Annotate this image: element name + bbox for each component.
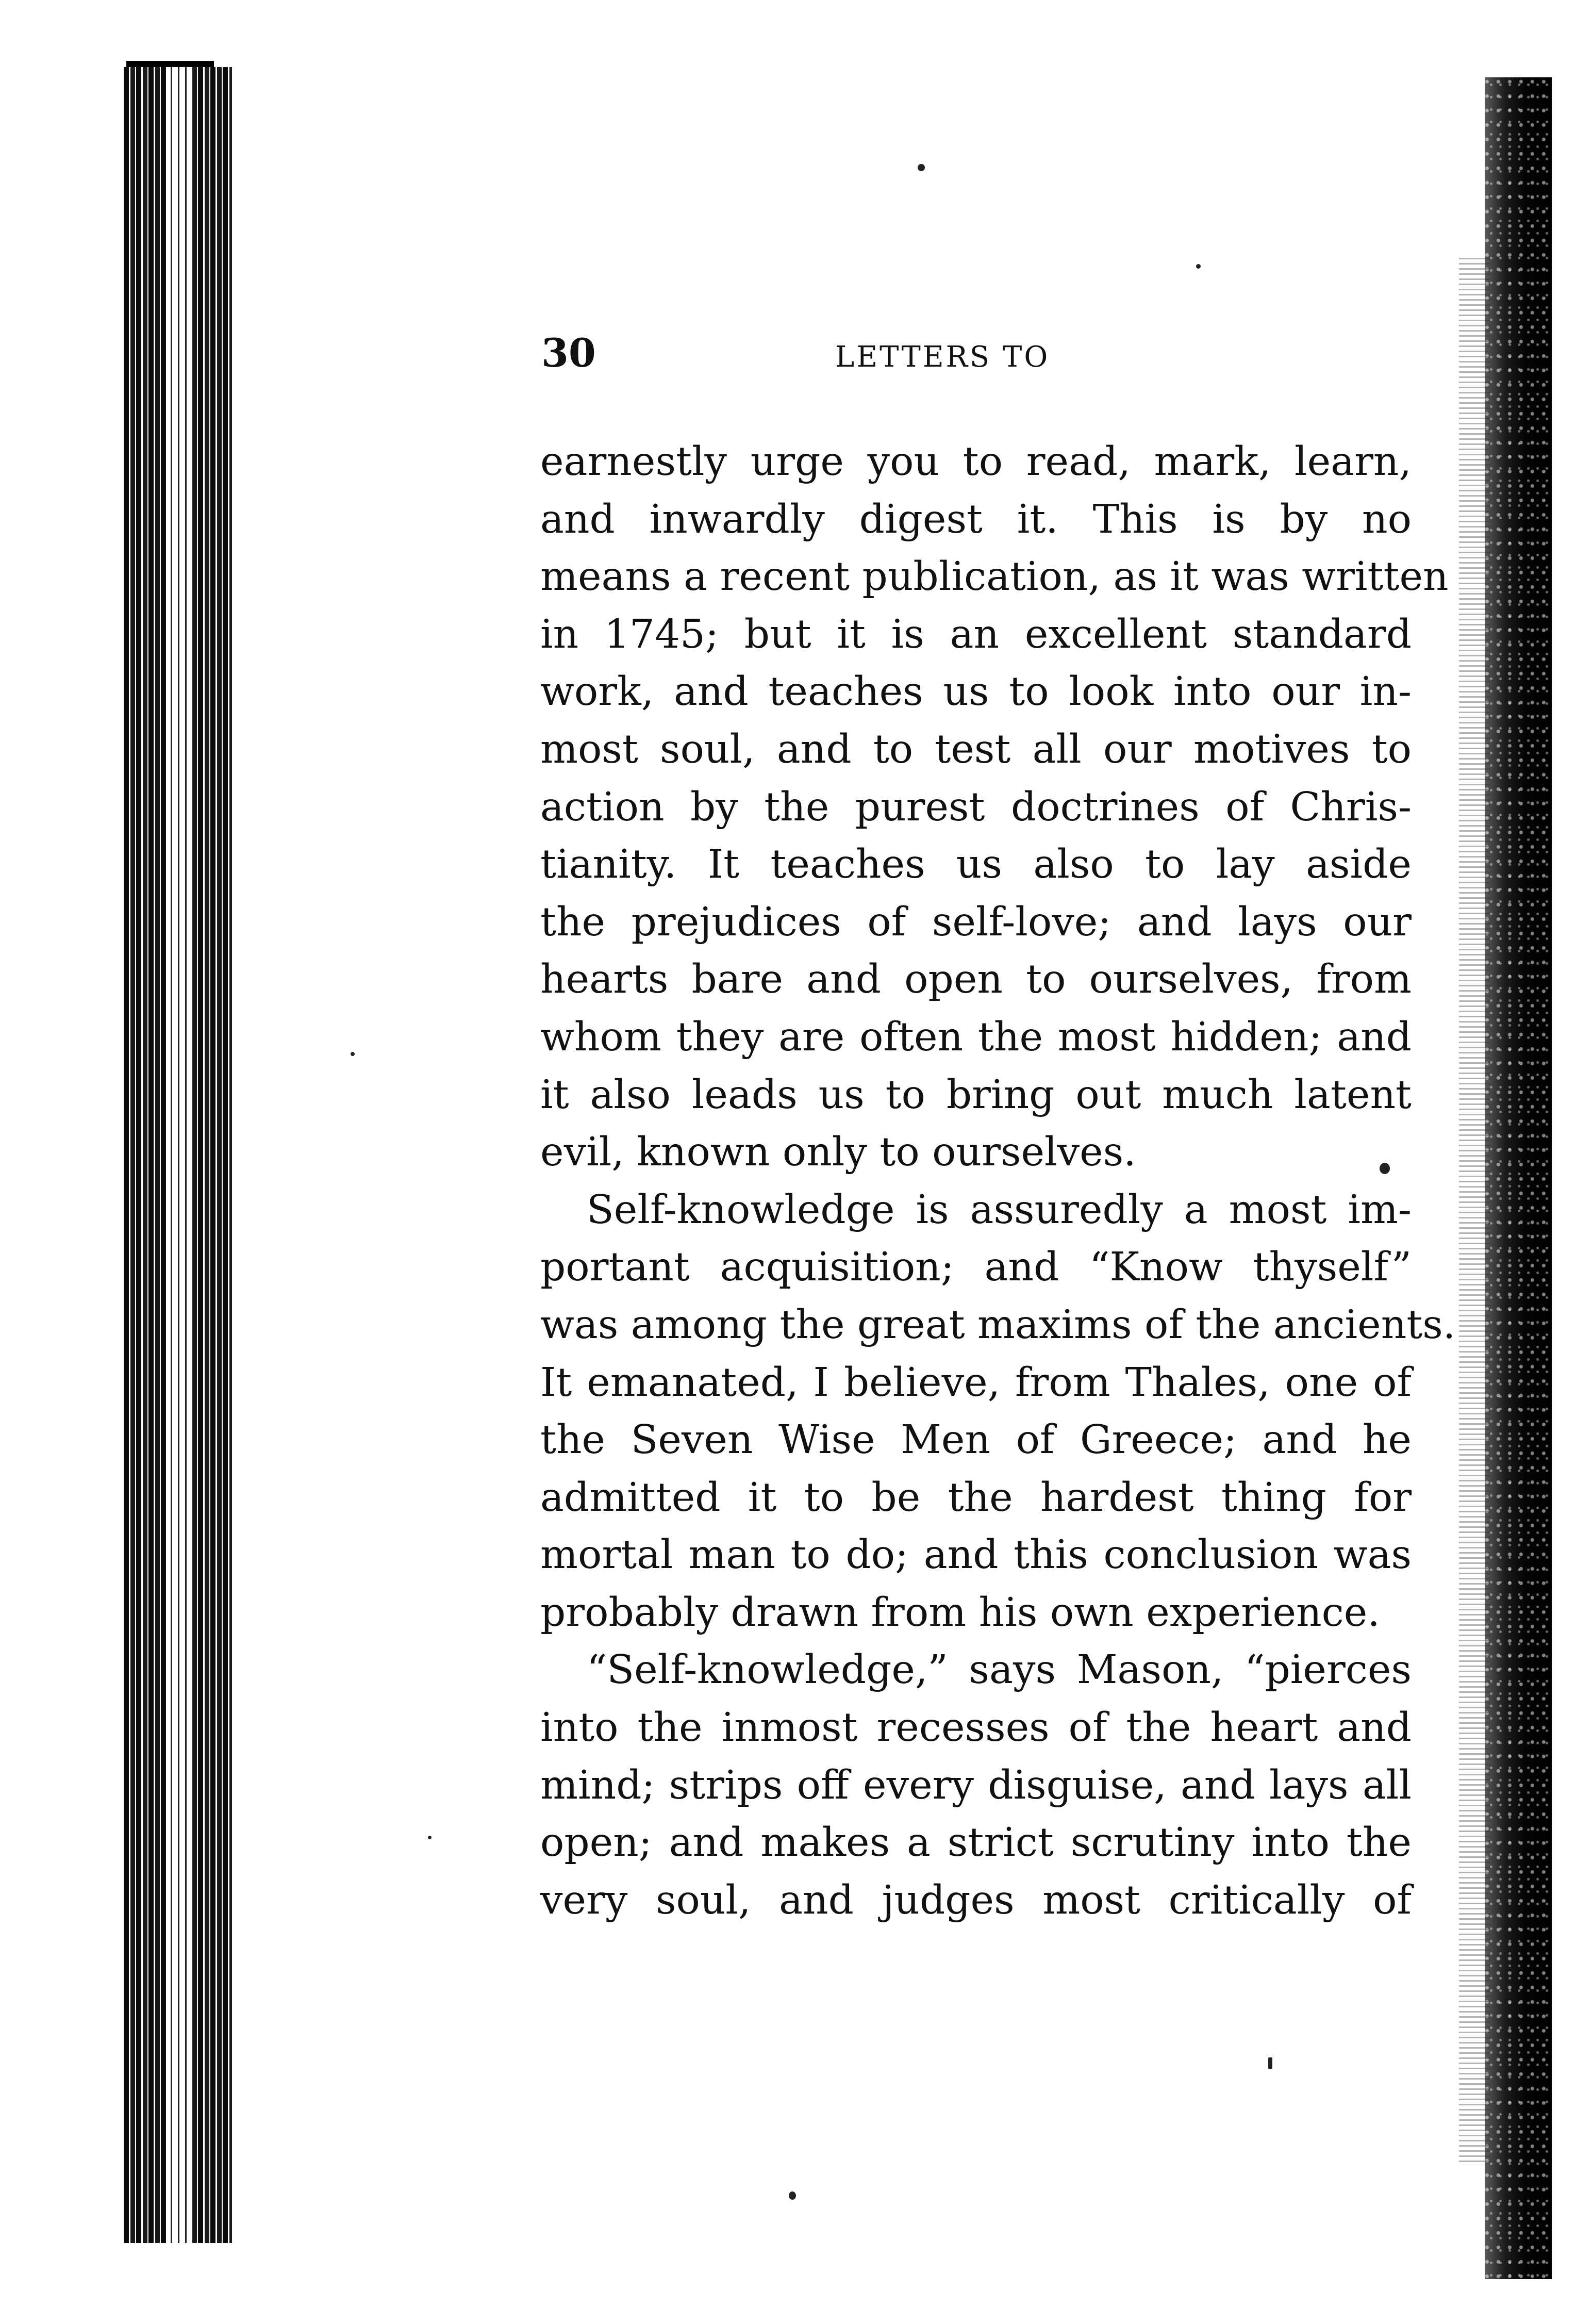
text-line: means a recent publication, as it was written (540, 554, 1449, 600)
scan-speck (1268, 2057, 1272, 2069)
text-line: hearts bare and open to ourselves, from (540, 957, 1412, 1003)
scan-speck (351, 1052, 355, 1056)
text-line: action by the purest doctrines of Chris- (540, 784, 1412, 830)
text-line: probably drawn from his own experience. (540, 1589, 1380, 1636)
text-line: the prejudices of self-love; and lays our (540, 899, 1412, 945)
text-line: very soul, and judges most critically of (540, 1877, 1412, 1923)
page-number: 30 (541, 330, 596, 376)
text-line: into the inmost recesses of the heart and (540, 1705, 1412, 1751)
text-line: It emanated, I believe, from Thales, one of (540, 1359, 1412, 1406)
body-text (540, 433, 1456, 1929)
scan-speck (1380, 1163, 1390, 1174)
scan-speck (1196, 264, 1201, 269)
scanned-binding-gutter (168, 67, 193, 2243)
running-head: LETTERS TO (835, 340, 1050, 374)
text-line: tianity. It teaches us also to lay aside (540, 842, 1412, 888)
scan-speck (918, 164, 925, 171)
scan-speck (789, 2191, 796, 2200)
text-line: mortal man to do; and this conclusion was (540, 1532, 1412, 1578)
text-line: the Seven Wise Men of Greece; and he (540, 1417, 1412, 1463)
text-line: work, and teaches us to look into our in- (540, 669, 1412, 715)
text-line: it also leads us to bring out much latent (540, 1072, 1412, 1118)
text-line: in 1745; but it is an excellent standard (540, 611, 1412, 657)
text-line: was among the great maxims of the ancients. (540, 1301, 1456, 1348)
scan-speck (428, 1836, 432, 1839)
text-line: and inwardly digest it. This is by no (540, 496, 1412, 542)
text-line: earnestly urge you to read, mark, learn, (540, 439, 1412, 485)
text-line: admitted it to be the hardest thing for (540, 1474, 1412, 1521)
paragraph-start-line: Self-knowledge is assuredly a most im- (587, 1186, 1412, 1233)
text-line: open; and makes a strict scrutiny into the (540, 1820, 1412, 1866)
text-line: most soul, and to test all our motives to (540, 726, 1412, 772)
scanned-page-edge (1485, 77, 1552, 2279)
page-header (541, 330, 1418, 387)
text-line: whom they are often the most hidden; and (540, 1014, 1412, 1060)
paragraph-start-line: “Self-knowledge,” says Mason, “pierces (587, 1647, 1412, 1693)
scanned-edge-shadow (1459, 258, 1490, 2166)
text-line: mind; strips off every disguise, and lays all (540, 1762, 1412, 1808)
text-line: evil, known only to ourselves. (540, 1129, 1136, 1176)
text-line: portant acquisition; and “Know thyself” (540, 1244, 1412, 1291)
